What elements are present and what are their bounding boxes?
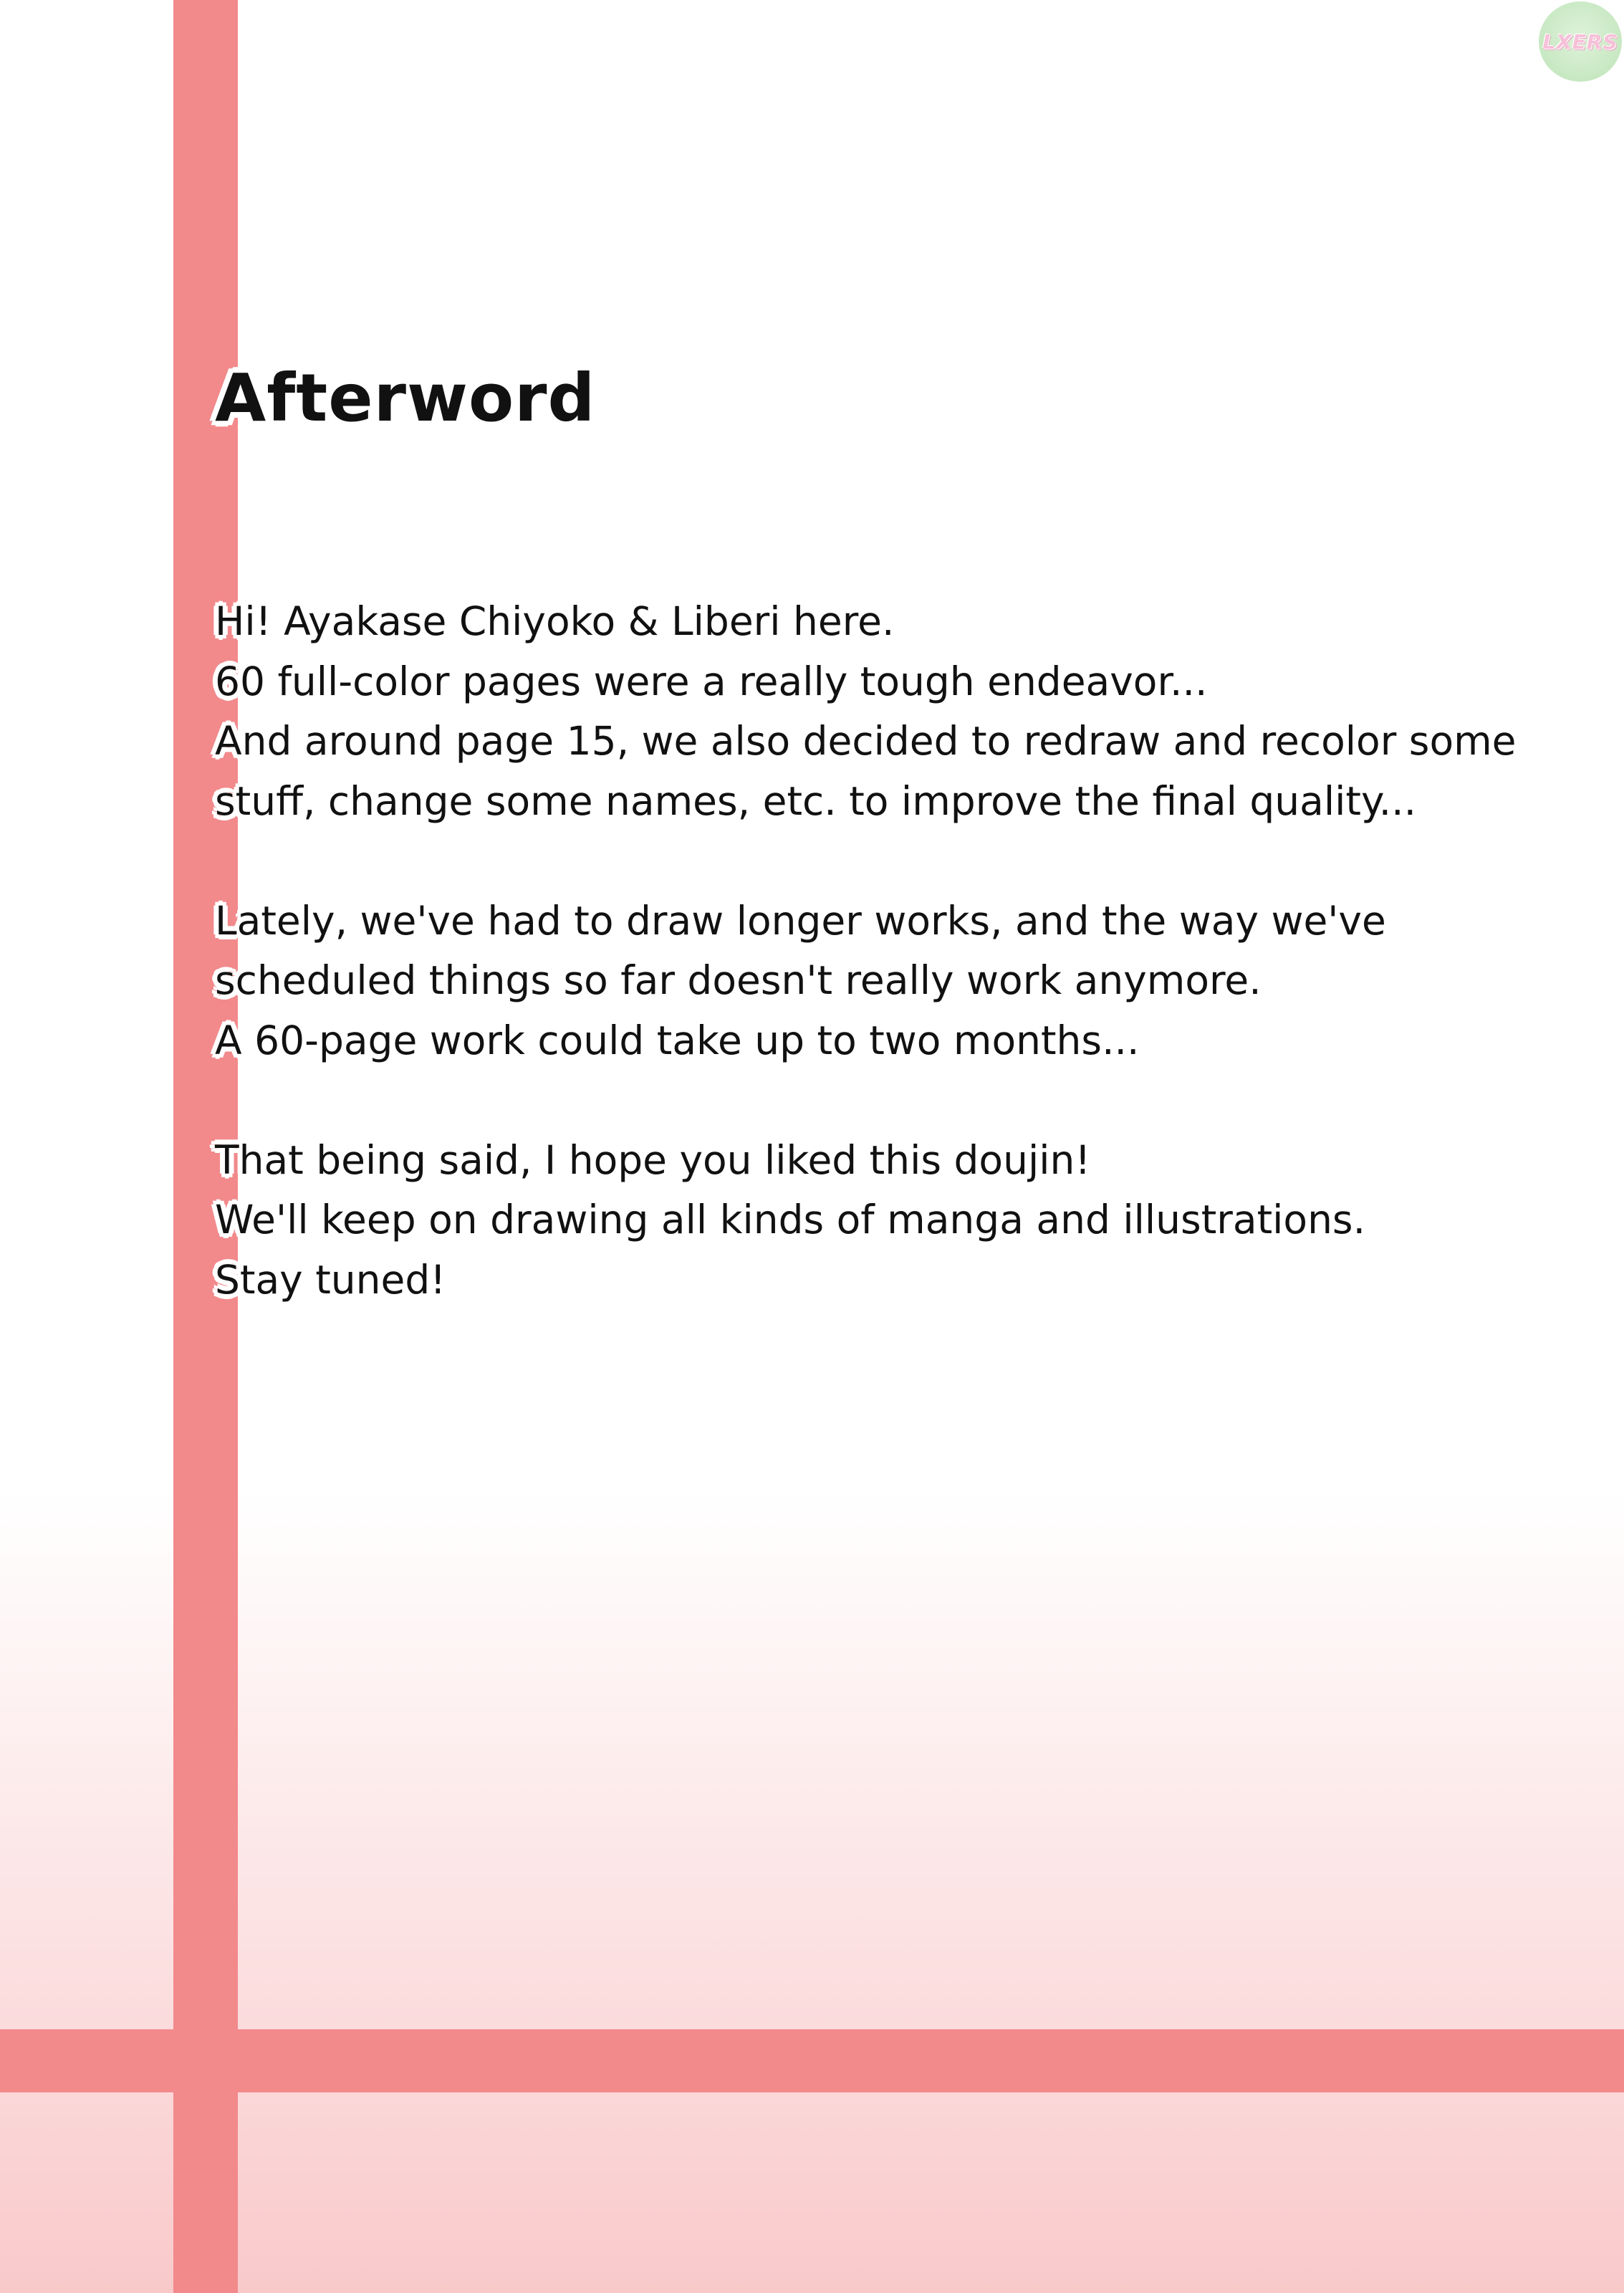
- site-logo: [1539, 1, 1622, 82]
- horizontal-pink-bar: [0, 2029, 1624, 2092]
- paragraph-2-line-1: Lately, we've had to draw longer works, and the way we've: [215, 897, 1386, 944]
- paragraph-3-line-2: We'll keep on drawing all kinds of manga and illustrations.: [215, 1197, 1366, 1243]
- paragraph-1-line-4: stuff, change some names, etc. to improve the final quality...: [215, 777, 1417, 824]
- paragraph-1-line-2: 60 full-color pages were a really tough endeavor...: [215, 658, 1208, 704]
- paragraph-1-line-3: And around page 15, we also decided to redraw and recolor some: [215, 718, 1517, 764]
- site-logo-text: LXERS: [1542, 29, 1618, 54]
- page-title: Afterword: [215, 360, 596, 436]
- paragraph-3-line-3: Stay tuned!: [215, 1256, 446, 1303]
- paragraph-spacer: [215, 831, 1576, 891]
- paragraph-2-line-3: A 60-page work could take up to two months...: [215, 1017, 1140, 1063]
- paragraph-2-line-2: scheduled things so far doesn't really work anymore.: [215, 957, 1262, 1003]
- paragraph-spacer: [215, 1071, 1576, 1131]
- afterword-body: [215, 592, 1576, 1310]
- paragraph-3-line-1: That being said, I hope you liked this doujin!: [215, 1136, 1091, 1183]
- paragraph-1-line-1: Hi! Ayakase Chiyoko & Liberi here.: [215, 598, 895, 644]
